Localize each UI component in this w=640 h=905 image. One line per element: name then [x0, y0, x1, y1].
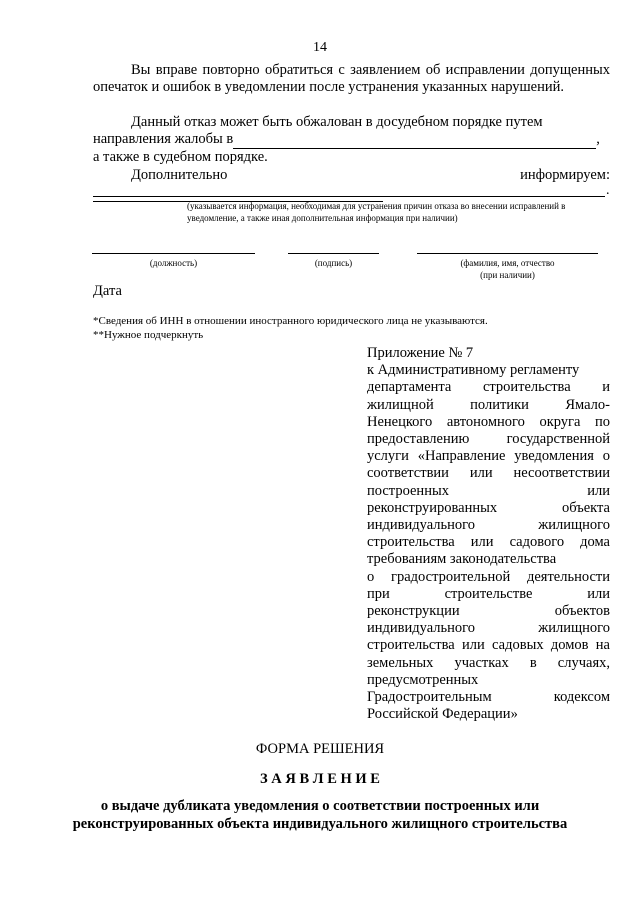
appendix-line: построенных или — [367, 482, 610, 499]
signature-label: (подпись) — [314, 258, 353, 268]
appendix-line: реконструированных объекта — [367, 499, 610, 516]
footnote-underline: **Нужное подчеркнуть — [93, 329, 204, 341]
additional-info-label: Дополнительно информируем: — [131, 167, 610, 183]
name-line — [417, 253, 598, 254]
appendix-line: к Административному регламенту — [367, 362, 580, 379]
appendix-line: строительства или садового дома — [367, 534, 610, 551]
additional-info-line — [93, 196, 605, 197]
appendix-line: о градостроительной деятельности — [367, 568, 610, 585]
appendix-line: соответствии или несоответствии — [367, 465, 610, 482]
statement-subtitle-line2: реконструированных объекта индивидуального жилищного строительства — [72, 816, 568, 832]
paragraph-appeal-line2 — [93, 131, 610, 149]
signature-line — [288, 253, 379, 254]
paragraph-reapply: Вы вправе повторно обратиться с заявлением об исправлении допущенных опечаток и ошибок в уведомлении после устранения указанных нарушений. — [93, 62, 610, 95]
appendix-line: строительства или садовых домов на — [367, 637, 610, 654]
appeal-suffix: , — [596, 131, 600, 147]
name-label-line2: (при наличии) — [480, 270, 535, 280]
appendix-block — [367, 345, 610, 723]
date-label: Дата — [93, 283, 122, 299]
appendix-line: предусмотренных — [367, 671, 479, 688]
appeal-blank-line — [233, 131, 596, 149]
info-note: (указывается информация, необходимая для устранения причин отказа во внесении исправлений в уведомление, а также иная дополнительная информация при наличии) — [187, 201, 566, 223]
statement-subtitle-line1: о выдаче дубликата уведомления о соответствии построенных или — [100, 798, 540, 814]
appendix-line: земельных участках в случаях, — [367, 654, 610, 671]
appendix-line: индивидуального жилищного — [367, 517, 610, 534]
form-title: ФОРМА РЕШЕНИЯ — [255, 741, 385, 757]
appendix-line: предоставлению государственной — [367, 431, 610, 448]
statement-title: З А Я В Л Е Н И Е — [260, 771, 380, 787]
additional-info-period: . — [606, 183, 610, 198]
footnote-inn: *Сведения об ИНН в отношении иностранного юридического лица не указываются. — [93, 315, 488, 327]
position-label: (должность) — [149, 258, 198, 268]
appendix-line: жилищной политики Ямало- — [367, 396, 610, 413]
page-number: 14 — [313, 40, 327, 55]
name-label-line1: (фамилия, имя, отчество — [460, 258, 555, 268]
appendix-line: услуги «Направление уведомления о — [367, 448, 610, 465]
appendix-line: при строительстве или — [367, 585, 610, 602]
appendix-line: реконструкции объектов — [367, 603, 610, 620]
appendix-line: Ненецкого автономного округа по — [367, 413, 610, 430]
appendix-line: Российской Федерации» — [367, 706, 518, 723]
appendix-line: требованиям законодательства — [367, 551, 557, 568]
appendix-line: Приложение № 7 — [367, 345, 474, 361]
position-line — [92, 253, 255, 254]
paragraph-appeal-line3: а также в судебном порядке. — [93, 149, 268, 165]
appendix-line: Градостроительным кодексом — [367, 689, 610, 706]
appendix-line: индивидуального жилищного — [367, 620, 610, 637]
paragraph-appeal-line1: Данный отказ может быть обжалован в досудебном порядке путем — [131, 114, 543, 130]
appeal-prefix: направления жалобы в — [93, 131, 234, 147]
appendix-line: департамента строительства и — [367, 379, 610, 396]
